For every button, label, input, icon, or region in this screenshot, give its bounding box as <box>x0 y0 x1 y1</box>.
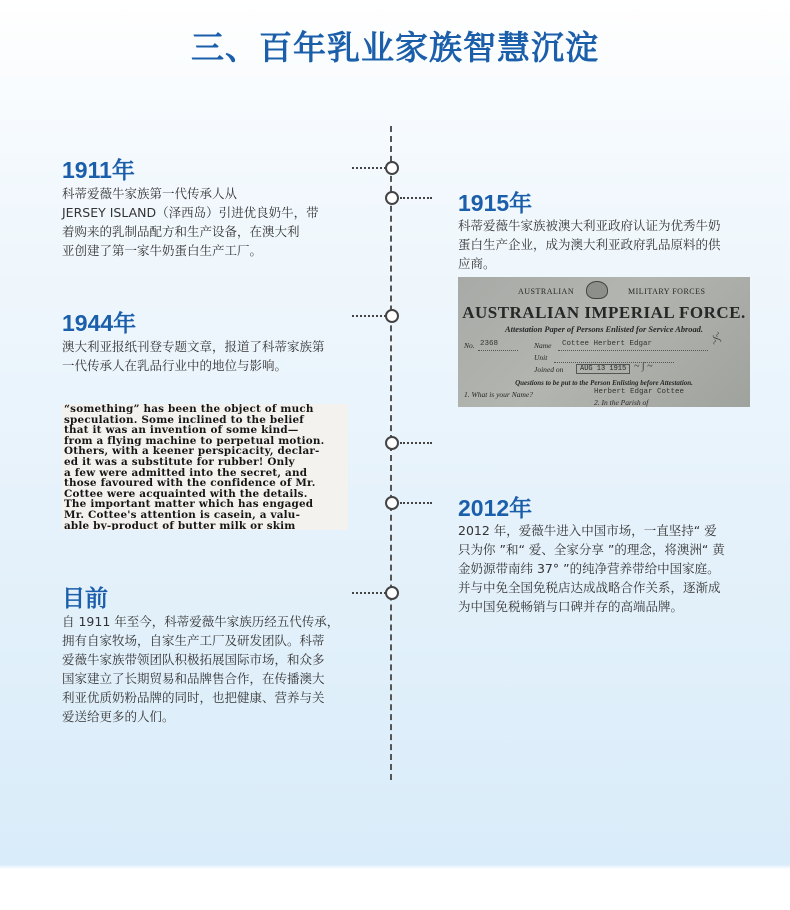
desc-line: 利亚优质奶粉品牌的同时，也把健康、营养与关 <box>62 690 325 705</box>
doc-q1-value: Herbert Edgar Cottee <box>594 388 685 396</box>
year-1911: 1911年 <box>62 157 135 183</box>
year-1915: 1915年 <box>458 190 533 216</box>
timeline-node-current <box>385 586 399 600</box>
military-attestation-photo <box>458 277 750 407</box>
doc-underline <box>558 350 708 351</box>
timeline-node-2012 <box>385 496 399 510</box>
desc-line: 自 1911 年至今，科蒂爱薇牛家族历经五代传承， <box>62 614 340 629</box>
timeline-node-1911 <box>385 161 399 175</box>
connector-1944 <box>352 315 386 317</box>
doc-name-label: Name <box>534 341 552 350</box>
desc-line: 金奶源带南纬 37° ”的纯净营养带给中国家庭。 <box>458 561 720 576</box>
newspaper-line: from a flying machine to perpetual motion. <box>64 434 325 447</box>
newspaper-line: speculation. Some inclined to the belief <box>64 413 304 426</box>
desc-1911 <box>62 184 319 260</box>
year-current: 目前 <box>62 585 108 611</box>
desc-line: 一代传承人在乳品行业中的地位与影响。 <box>62 358 288 373</box>
connector-2012 <box>400 502 432 504</box>
desc-1915 <box>458 216 721 273</box>
page-title: 三、百年乳业家族智慧沉淀 <box>191 28 599 67</box>
coat-of-arms-icon <box>586 281 608 299</box>
year-2012: 2012年 <box>458 495 533 521</box>
desc-line: 国家建立了长期贸易和品牌售合作，在传播澳大 <box>62 671 325 686</box>
timeline-axis <box>390 126 392 780</box>
doc-underline <box>554 362 674 363</box>
year-1944: 1944年 <box>62 310 137 336</box>
connector-1915 <box>400 197 432 199</box>
desc-line: 蛋白生产企业，成为澳大利亚政府乳品原料的供 <box>458 237 721 252</box>
doc-joined-stamp: AUG 13 1915 <box>576 364 630 374</box>
timeline-node-1915 <box>385 191 399 205</box>
desc-line: 爱送给更多的人们。 <box>62 709 175 724</box>
desc-2012 <box>458 521 725 616</box>
newspaper-line: that it was an invention of some kind— <box>64 424 299 437</box>
newspaper-line: The important matter which has engaged <box>64 498 314 511</box>
desc-line: 为中国免税畅销与口碑并存的高端品牌。 <box>458 599 684 614</box>
doc-q1: 1. What is your Name? <box>464 390 533 399</box>
doc-joined-label: Joined on <box>534 365 564 374</box>
signature-scribble: ~∫~ <box>709 330 725 347</box>
timeline-node-mid <box>385 436 399 450</box>
doc-header-left: AUSTRALIAN <box>518 287 575 296</box>
newspaper-clipping-photo <box>62 404 348 530</box>
newspaper-line: ed it was a substitute for rubber! Only <box>64 455 295 468</box>
desc-line: 澳大利亚报纸刊登专题文章，报道了科蒂家族第 <box>62 339 325 354</box>
desc-line: 亚创建了第一家牛奶蛋白生产工厂。 <box>62 243 263 258</box>
desc-line: 只为你 ”和“ 爱、全家分享 ”的理念，将澳洲“ 黄 <box>458 542 725 557</box>
handwriting-scribble: ~ ∫ ~ <box>634 361 653 372</box>
connector-1911 <box>352 167 386 169</box>
doc-subtitle: Attestation Paper of Persons Enlisted for Service Abroad. <box>505 325 703 334</box>
newspaper-line: able by-product of butter milk or skim <box>64 519 296 530</box>
timeline-node-1944 <box>385 309 399 323</box>
desc-line: 着购来的乳制品配方和生产设备，在澳大利 <box>62 224 300 239</box>
doc-unit-label: Unit <box>534 353 548 362</box>
connector-current <box>352 592 386 594</box>
newspaper-line: those favoured with the confidence of Mr. <box>64 477 316 490</box>
doc-header-right: MILITARY FORCES <box>628 287 706 296</box>
doc-question-heading: Questions to be put to the Person Enlisting before Attestation. <box>515 379 693 387</box>
doc-title: AUSTRALIAN IMPERIAL FORCE. <box>462 303 746 322</box>
doc-underline <box>478 350 518 351</box>
newspaper-line: a few were admitted into the secret, and <box>64 466 308 479</box>
desc-line: 应商。 <box>458 256 496 271</box>
desc-line: 并与中免全国免税店达成战略合作关系，逐渐成 <box>458 580 721 595</box>
desc-line: 2012 年，爱薇牛进入中国市场，一直坚持“ 爱 <box>458 523 717 538</box>
newspaper-line: “something” has been the object of much <box>64 404 314 415</box>
desc-line: 科蒂爱薇牛家族第一代传承人从 <box>62 186 238 201</box>
desc-line: JERSEY ISLAND（泽西岛）引进优良奶牛，带 <box>62 205 319 220</box>
newspaper-line: Others, with a keener perspicacity, declar- <box>64 445 320 458</box>
doc-q2: 2. In the Parish of <box>594 398 649 407</box>
newspaper-line: Cottee were acquainted with the details. <box>64 487 308 500</box>
newspaper-line: Mr. Cottee's attention is casein, a valu- <box>64 508 301 521</box>
desc-line: 爱薇牛家族带领团队积极拓展国际市场，和众多 <box>62 652 325 667</box>
desc-current <box>62 612 339 726</box>
doc-name-value: Cottee Herbert Edgar <box>562 340 653 348</box>
doc-no-value: 2368 <box>480 340 499 348</box>
desc-line: 拥有自家牧场，自家生产工厂及研发团队。科蒂 <box>62 633 325 648</box>
doc-no-label: No. <box>464 341 475 350</box>
connector-mid <box>400 442 432 444</box>
desc-line: 科蒂爱薇牛家族被澳大利亚政府认证为优秀牛奶 <box>458 218 721 233</box>
desc-1944 <box>62 337 325 375</box>
